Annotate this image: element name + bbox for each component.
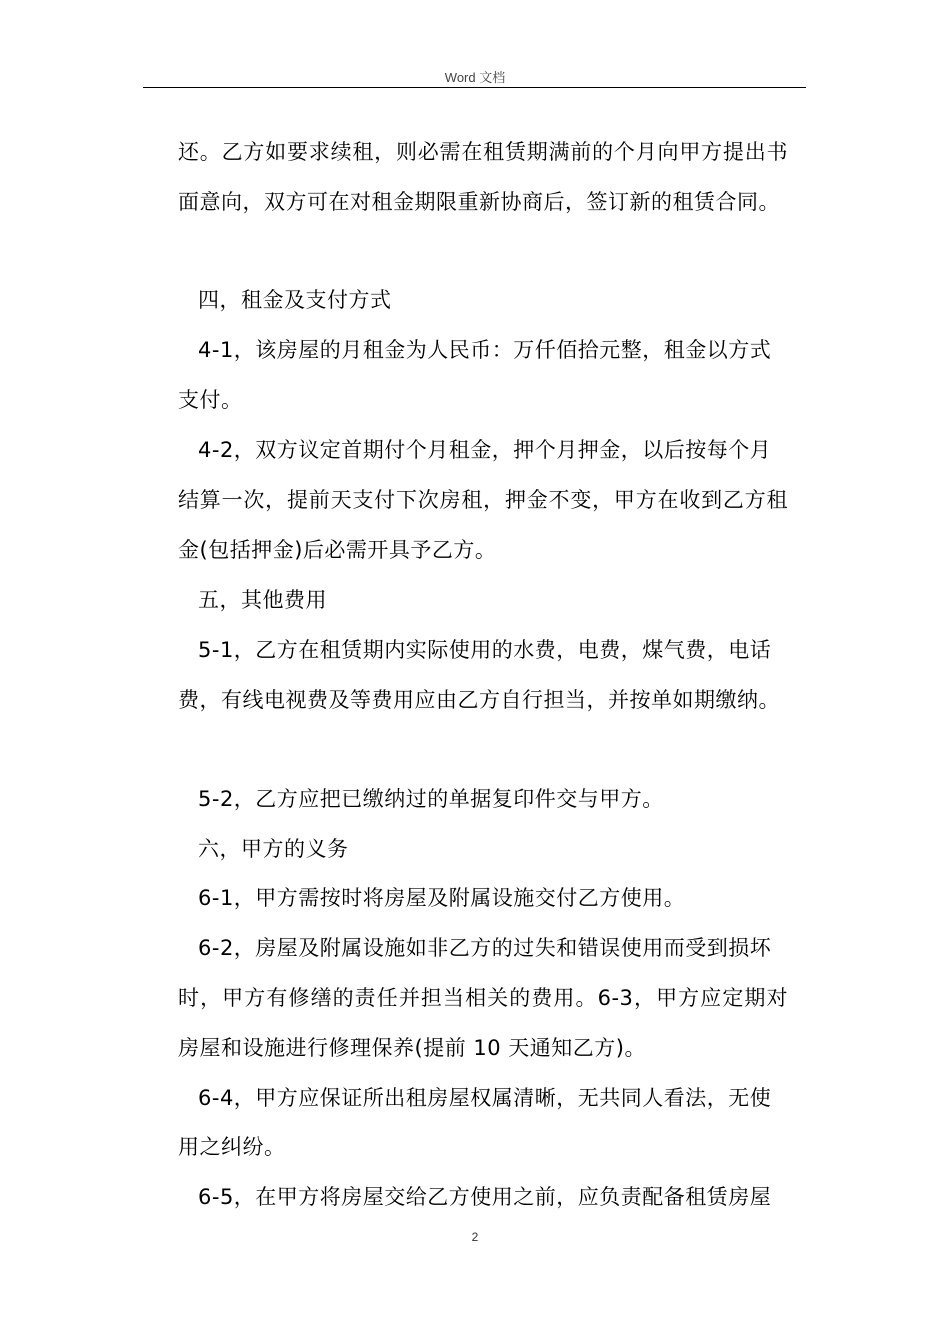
- paragraph-line: 4-1，该房屋的月租金为人民币：万仟佰拾元整，租金以方式: [198, 338, 772, 362]
- paragraph-line: 用之纠纷。: [178, 1135, 286, 1159]
- paragraph-line: 6-4，甲方应保证所出租房屋权属清晰，无共同人看法，无使: [198, 1086, 772, 1110]
- paragraph-line: 面意向，双方可在对租金期限重新协商后，签订新的租赁合同。: [178, 190, 780, 214]
- section-heading: 五，其他费用: [198, 588, 327, 612]
- paragraph-line: 费，有线电视费及等费用应由乙方自行担当，并按单如期缴纳。: [178, 688, 780, 712]
- paragraph-line: 5-1，乙方在租赁期内实际使用的水费，电费，煤气费，电话: [198, 638, 772, 662]
- paragraph-line: 6-2，房屋及附属设施如非乙方的过失和错误使用而受到损坏: [198, 936, 772, 960]
- paragraph-line: 金(包括押金)后必需开具予乙方。: [178, 538, 497, 562]
- paragraph-line: 房屋和设施进行修理保养(提前 10 天通知乙方)。: [178, 1036, 646, 1060]
- paragraph-line: 4-2，双方议定首期付个月租金，押个月押金，以后按每个月: [198, 438, 772, 462]
- paragraph-line: 6-5，在甲方将房屋交给乙方使用之前，应负责配备租赁房屋: [198, 1185, 772, 1209]
- paragraph-line: 还。乙方如要求续租，则必需在租赁期满前的个月向甲方提出书: [178, 140, 788, 164]
- paragraph-line: 6-1，甲方需按时将房屋及附属设施交付乙方使用。: [198, 886, 686, 910]
- paragraph-line: 支付。: [178, 388, 243, 412]
- section-heading: 四，租金及支付方式: [198, 288, 392, 312]
- header-divider: [143, 87, 806, 88]
- paragraph-line: 5-2，乙方应把已缴纳过的单据复印件交与甲方。: [198, 787, 664, 811]
- page-number: 2: [471, 1230, 479, 1244]
- section-heading: 六，甲方的义务: [198, 837, 349, 861]
- paragraph-line: 结算一次，提前天支付下次房租，押金不变，甲方在收到乙方租: [178, 488, 788, 512]
- paragraph-line: 时，甲方有修缮的责任并担当相关的费用。6-3，甲方应定期对: [178, 986, 788, 1010]
- header-title: Word 文档: [444, 70, 506, 85]
